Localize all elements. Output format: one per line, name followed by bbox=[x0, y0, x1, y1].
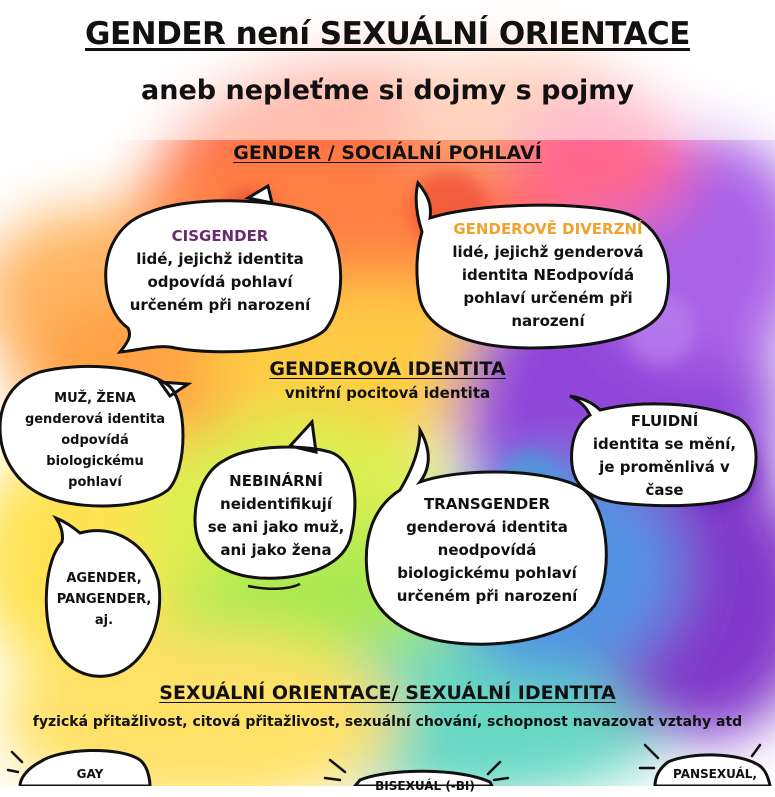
cisgender-heading: CISGENDER bbox=[171, 227, 269, 245]
muz-zena-line: biologickému bbox=[46, 454, 144, 469]
cisgender-line: odpovídá pohlaví bbox=[147, 273, 293, 291]
nebinarni-line: NEBINÁRNÍ bbox=[229, 472, 323, 490]
section-orientation-subheading: fyzická přitažlivost, citová přitažlivost, sexuální chování, schopnost navazovat vztahy atd bbox=[32, 714, 743, 730]
cisgender-line: určeném při narození bbox=[129, 296, 311, 314]
transgender-line: biologickému pohlaví bbox=[397, 564, 577, 582]
page-subtitle: aneb nepleťme si dojmy s pojmy bbox=[141, 75, 634, 106]
section-identity-subheading: vnitřní pocitová identita bbox=[284, 384, 491, 402]
muz-zena-line: MUŽ, ŽENA bbox=[54, 391, 136, 406]
nebinarni-line: ani jako žena bbox=[220, 541, 332, 559]
muz-zena-line: genderová identita bbox=[24, 412, 166, 427]
agender-text bbox=[44, 568, 164, 631]
diverse-text bbox=[428, 218, 668, 333]
fluidni-line: identita se mění, bbox=[592, 435, 737, 453]
diverse-line: lidé, jejichž genderová bbox=[452, 243, 644, 261]
pansexual-text bbox=[660, 764, 770, 785]
fluidni-line: je proměnlivá v bbox=[599, 458, 730, 476]
nebinarni-line: neidentifikují bbox=[220, 495, 332, 513]
cisgender-line: lidé, jejichž identita bbox=[136, 250, 304, 268]
transgender-line: určeném při narození bbox=[396, 587, 578, 605]
section-gender-heading: GENDER / SOCIÁLNÍ POHLAVÍ bbox=[233, 142, 542, 164]
page-title: GENDER není SEXUÁLNÍ ORIENTACE bbox=[85, 16, 690, 52]
nebinarni-line: se ani jako muž, bbox=[207, 518, 345, 536]
transgender-line: TRANSGENDER bbox=[423, 495, 551, 513]
transgender-line: neodpovídá bbox=[437, 541, 537, 559]
bisexual-line: BISEXUÁL (-BI) bbox=[375, 779, 475, 793]
agender-line: AGENDER, bbox=[66, 571, 142, 586]
muz-zena-line: pohlaví bbox=[68, 475, 122, 490]
diverse-line: narození bbox=[511, 312, 585, 330]
cisgender-text bbox=[110, 225, 330, 317]
transgender-line: genderová identita bbox=[406, 518, 568, 536]
transgender-text bbox=[372, 493, 602, 608]
fluidni-line: čase bbox=[645, 481, 684, 499]
diverse-line: identita NEodpovídá bbox=[461, 266, 635, 284]
gay-text bbox=[40, 764, 140, 785]
agender-line: PANGENDER, bbox=[56, 592, 152, 607]
diverse-heading: GENDEROVĚ DIVERZNÍ bbox=[453, 220, 643, 238]
muz-zena-line: odpovídá bbox=[61, 433, 129, 448]
bisexual-text bbox=[360, 776, 490, 797]
gay-line: GAY bbox=[76, 767, 104, 781]
diverse-line: pohlaví určeném při bbox=[463, 289, 633, 307]
pansexual-line: PANSEXUÁL, bbox=[673, 767, 757, 781]
muz-zena-text bbox=[10, 388, 180, 493]
agender-line: aj. bbox=[94, 613, 114, 628]
nebinarni-text bbox=[196, 470, 356, 562]
section-orientation-heading: SEXUÁLNÍ ORIENTACE/ SEXUÁLNÍ IDENTITA bbox=[159, 682, 616, 704]
fluidni-text bbox=[572, 410, 757, 502]
fluidni-line: FLUIDNÍ bbox=[630, 412, 699, 430]
section-identity-heading: GENDEROVÁ IDENTITA bbox=[269, 358, 506, 380]
